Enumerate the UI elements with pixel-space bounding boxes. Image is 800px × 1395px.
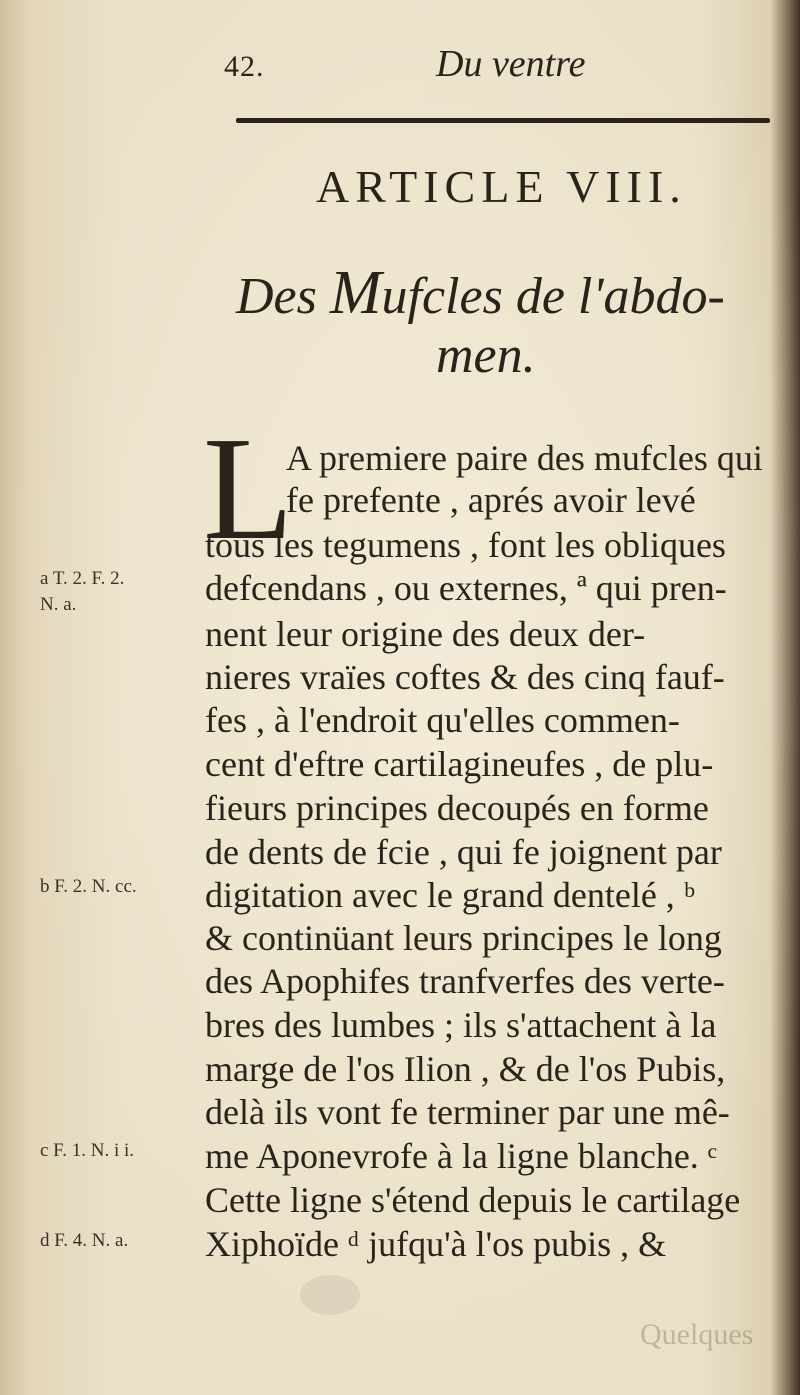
text-line: bres des lumbes ; ils s'attachent à la <box>205 1005 717 1045</box>
text-line: cent d'eftre cartilagineufes , de plu- <box>205 744 714 784</box>
section-title-prefix: Des <box>236 268 330 325</box>
margin-note: c F. 1. N. i i. <box>40 1140 135 1161</box>
text-line: me Aponevrofe à la ligne blanche. ᶜ <box>205 1136 718 1176</box>
text-line: fes , à l'endroit qu'elles commen- <box>205 700 680 740</box>
text-line: des Apophifes tranfverfes des verte- <box>205 961 725 1001</box>
running-title: Du ventre <box>436 43 586 85</box>
article-heading: ARTICLE VIII. <box>316 161 687 212</box>
text-line: tous les tegumens , font les obliques <box>205 525 726 565</box>
text-line: fieurs principes decoupés en forme <box>205 788 709 828</box>
margin-note-continuation: N. a. <box>40 594 77 615</box>
text-line: delà ils vont fe terminer par une mê- <box>205 1092 730 1132</box>
section-title-capital: M <box>329 259 382 327</box>
ink-smudge <box>300 1275 360 1315</box>
drop-cap: L <box>203 407 294 571</box>
catchword: Quelques <box>640 1318 754 1351</box>
margin-note: d F. 4. N. a. <box>40 1230 129 1251</box>
text-line: marge de l'os Ilion , & de l'os Pubis, <box>205 1049 726 1089</box>
section-title-line2: men. <box>436 327 536 384</box>
page-number: 42. <box>224 50 265 83</box>
text-line: de dents de fcie , qui fe joignent par <box>205 832 722 872</box>
margin-note: a T. 2. F. 2. <box>40 568 125 589</box>
text-line: & continüant leurs principes le long <box>205 918 722 958</box>
text-line: digitation avec le grand dentelé , ᵇ <box>205 875 695 915</box>
margin-note: b F. 2. N. cc. <box>40 876 137 897</box>
text-line: Xiphoïde ᵈ jufqu'à l'os pubis , & <box>205 1224 667 1264</box>
text-line: nieres vraïes coftes & des cinq fauf- <box>205 657 725 697</box>
text-line: Cette ligne s'étend depuis le cartilage <box>205 1180 741 1220</box>
text-line: A premiere paire des mufcles qui <box>286 438 763 478</box>
running-head <box>0 42 800 102</box>
section-title-rest: ufcles de l'abdo- <box>381 268 725 325</box>
header-rule <box>236 118 770 123</box>
text-line: fe prefente , aprés avoir levé <box>286 480 696 520</box>
text-line: defcendans , ou externes, ª qui pren- <box>205 568 727 608</box>
section-title-line1 <box>236 259 725 327</box>
text-line: nent leur origine des deux der- <box>205 614 646 654</box>
